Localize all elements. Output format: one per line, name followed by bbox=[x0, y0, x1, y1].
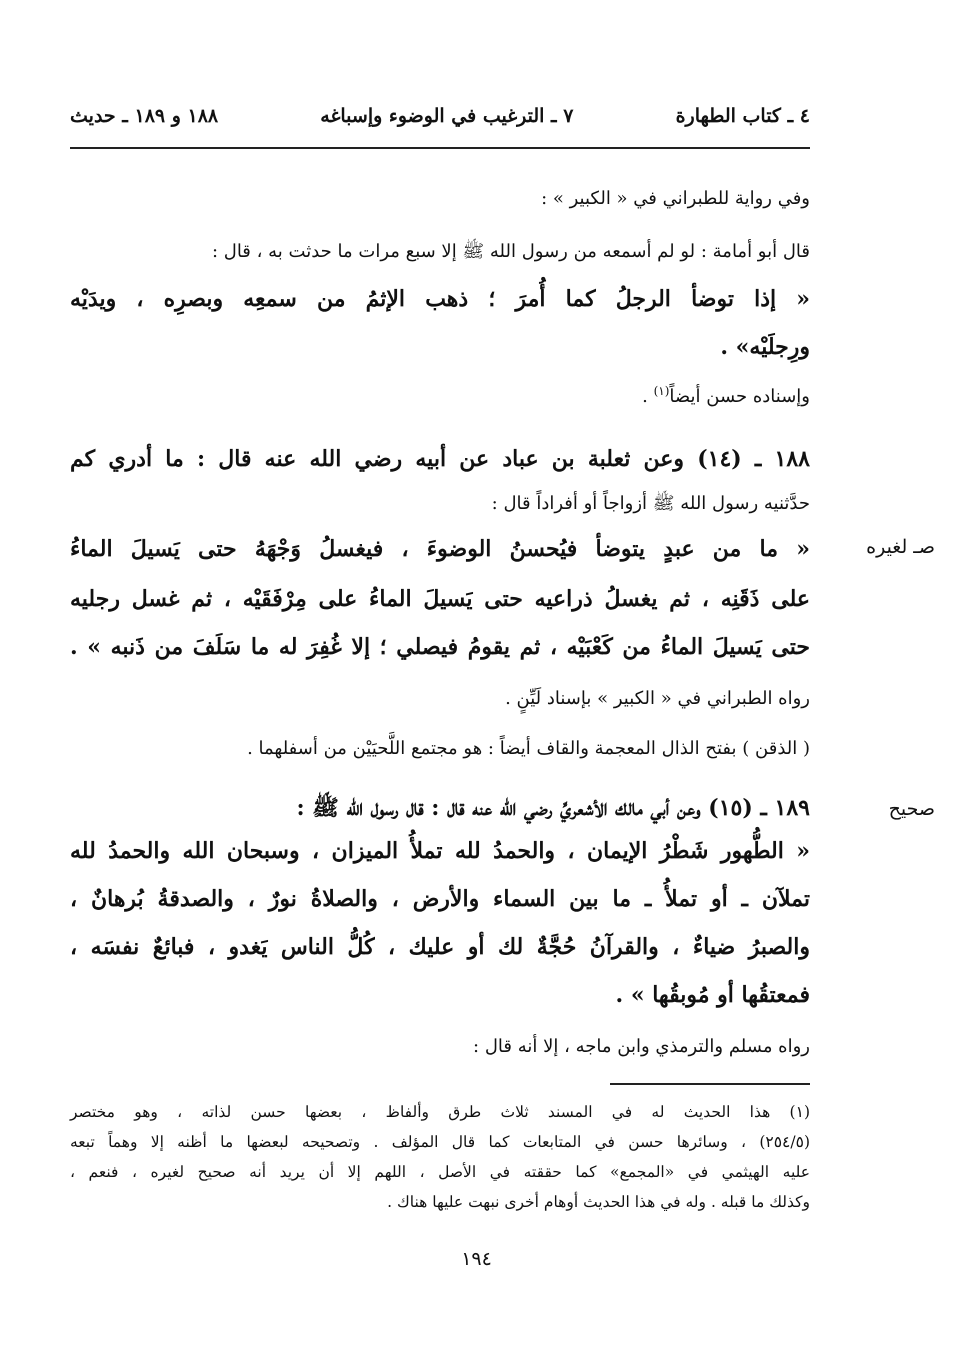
isnad-note-text: وإسناده حسن أيضاً bbox=[669, 386, 810, 407]
grade-label-188: صـ لغيره bbox=[866, 536, 935, 558]
footnote-line: وكذلك ما قبله . وله في هذا الحديث أوهام أخرى نبهت عليها هناك . bbox=[387, 1193, 810, 1211]
footnote-marker: (١) bbox=[653, 384, 670, 398]
hadith-text-line: حتى يَسيلَ الماءُ من كَعْبَيْه ، ثم يقومُ فيصلي ؛ إلا غُفِرَ له ما سَلَفَ من ذَنبه » . bbox=[70, 634, 810, 660]
isnad-note-line: وإسناده حسن أيضاً$^{(١)}$ . bbox=[642, 384, 810, 407]
hadith-text-line: تملآن ـ أو تملأُ ـ ما بين السماء والأرض ، والصلاةُ نورٌ ، والصدقةُ بُرهانٌ ، bbox=[70, 886, 810, 912]
text-line: رواه مسلم والترمذي وابن ماجه ، إلا أنه قال : bbox=[473, 1036, 810, 1057]
header-hadith-range: ١٨٨ و ١٨٩ ـ حديث bbox=[70, 105, 219, 127]
hadith-text-line: « إذا توضأ الرجلُ كما أُمرَ ؛ ذهب الإثمُ من سمعِه وبصرِه ، ويدَيْه bbox=[70, 286, 810, 312]
page-number: ١٩٤ bbox=[461, 1248, 492, 1270]
hadith-189-intro: ١٨٩ ـ (١٥) وعن أبي مالك الأشعريِّ رضي الله عنه قال : قال رسول الله ﷺ : bbox=[296, 795, 810, 821]
grade-label-189: صحيح bbox=[888, 798, 935, 820]
hadith-text-line: فمعتقُها أو مُوبقُها » . bbox=[615, 982, 810, 1008]
footnote-line: (١) هذا الحديث له في المسند ثلاث طرق وألفاظ ، بعضها حسن لذاته ، وهو مختصر bbox=[70, 1103, 810, 1121]
header-divider bbox=[70, 147, 810, 149]
footnote-line: عليه الهيثمي في «المجمع» كما حققته في الأصل ، اللهم إلا أن يريد أنه صحيح لغيره ، فنعم ، bbox=[70, 1163, 810, 1181]
header-chapter: ٤ ـ كتاب الطهارة bbox=[675, 105, 810, 127]
footnote-divider bbox=[610, 1083, 810, 1085]
text-line: قال أبو أمامة : لو لم أسمعه من رسول الله ﷺ إلا سبع مرات ما حدثت به ، قال : bbox=[211, 241, 810, 262]
header-section: ٧ ـ الترغيب في الوضوء وإسباغه bbox=[320, 105, 574, 127]
hadith-text-line: والصبرُ ضياءٌ ، والقرآنُ حُجَّةٌ لك أو عليك ، كُلُّ الناس يَغدو ، فبائعٌ نفسَه ، bbox=[70, 934, 810, 960]
footnote-line: (٢٥٤/٥) ، وسائرها حسن في المتابعات كما قال المؤلف . وتصحيحه لبعضها ما أظنه إلا وهماً تبعه bbox=[70, 1133, 810, 1151]
hadith-text-line: على ذَقَنِه ، ثم يغسلُ ذراعيه حتى يَسيلَ الماءُ على مِرْفَقَيْه ، ثم غسل رجليه bbox=[70, 586, 810, 612]
running-header bbox=[70, 96, 810, 136]
text-line: رواه الطبراني في « الكبير » بإسناد لَيِّنٍ . bbox=[505, 688, 810, 709]
text-line: ( الذقن ) بفتح الذال المعجمة والقاف أيضاً : هو مجتمع اللَّحيَيْن من أسفلهما . bbox=[247, 738, 810, 759]
hadith-text-line: ورِجلَيْه» . bbox=[720, 334, 810, 360]
hadith-text-line: « ما من عبدٍ يتوضأ فيُحسنُ الوضوءَ ، فيغسلُ وَجْهَهُ حتى يَسيلَ الماءُ bbox=[70, 536, 810, 562]
hadith-text-line: « الطُّهور شَطْرُ الإيمان ، والحمدُ لله تملأُ الميزان ، وسبحان الله والحمدُ لله bbox=[70, 838, 810, 864]
text-line: وفي رواية للطبراني في « الكبير » : bbox=[541, 188, 810, 209]
hadith-188-intro: ١٨٨ ـ (١٤) وعن ثعلبة بن عباد عن أبيه رضي الله عنه قال : ما أدري كم bbox=[70, 446, 810, 472]
text-line: حدَّثنيه رسول الله ﷺ أزواجاً أو أفراداً قال : bbox=[491, 493, 810, 514]
